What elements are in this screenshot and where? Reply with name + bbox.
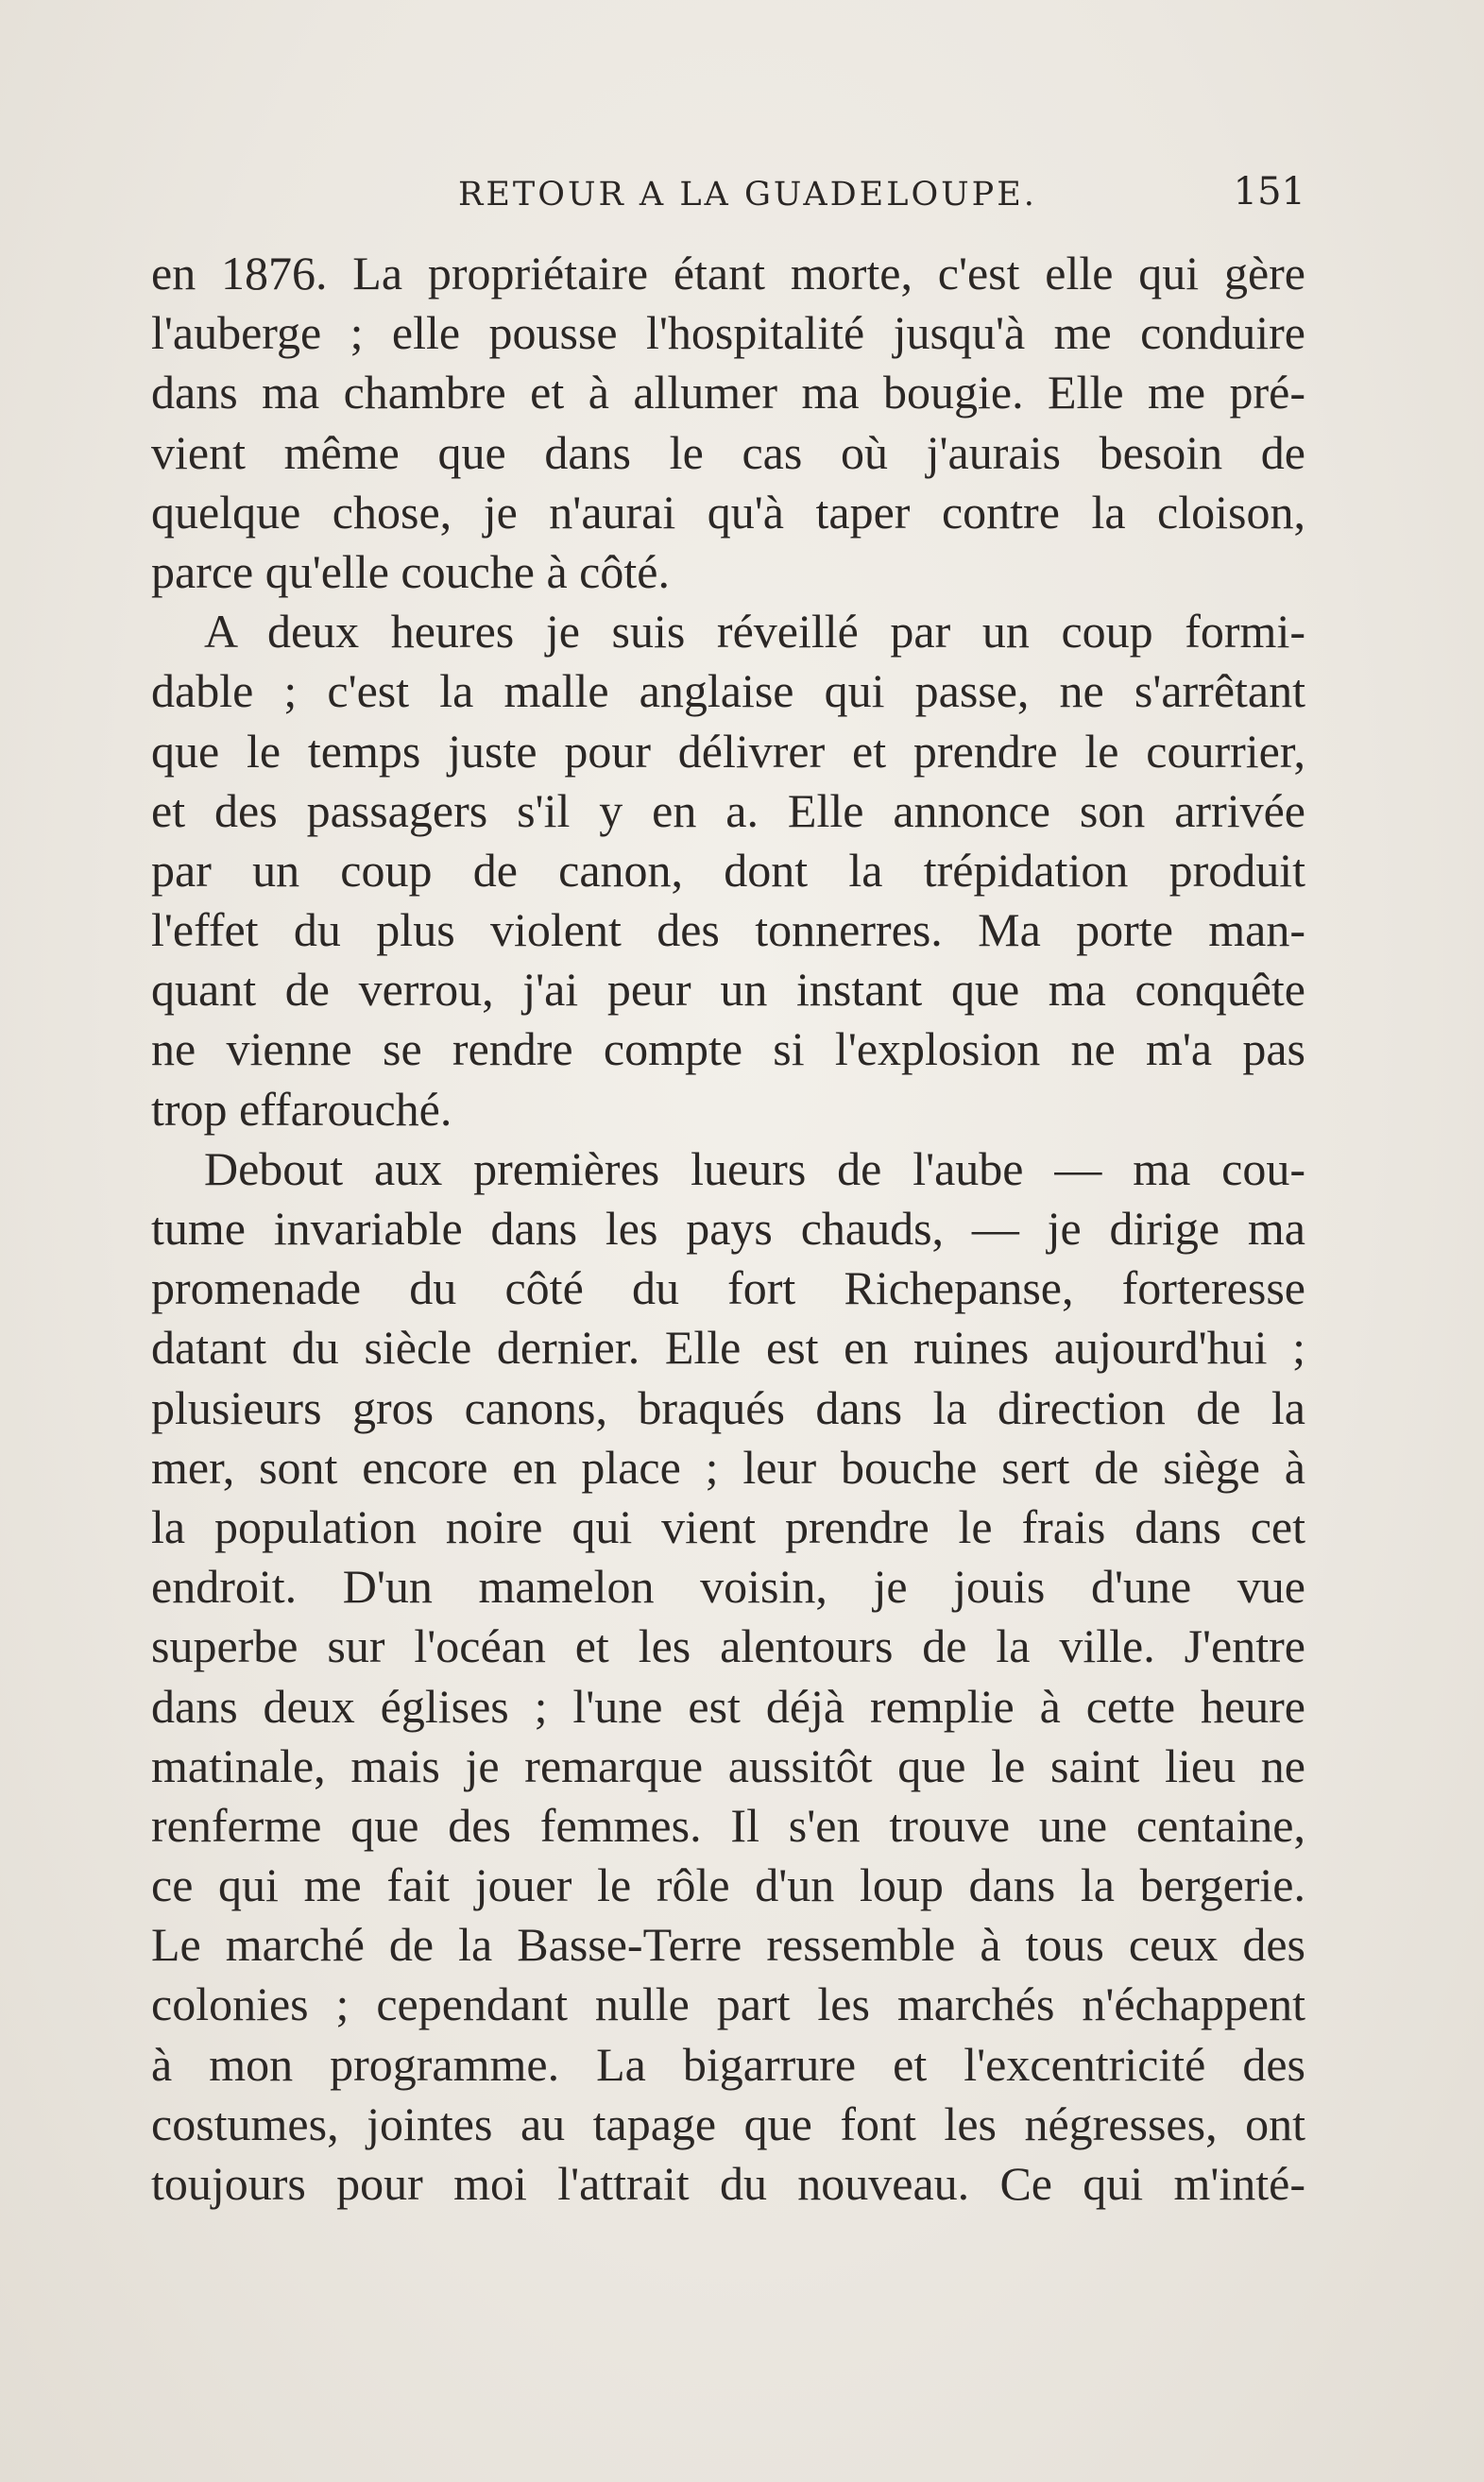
text-line: A deux heures je suis réveillé par un coup formi- <box>204 605 1305 659</box>
text-line: Debout aux premières lueurs de l'aube — ma cou- <box>204 1141 1305 1195</box>
text-line: trop effarouché. <box>151 1082 452 1136</box>
text-line: dans ma chambre et à allumer ma bougie. Elle me pré- <box>151 366 1305 419</box>
text-line: en 1876. La propriétaire étant morte, c'est elle qui gère <box>151 247 1305 300</box>
text-line: matinale, mais je remarque aussitôt que le saint lieu ne <box>151 1738 1305 1792</box>
text-line: ce qui me fait jouer le rôle d'un loup dans la bergerie. <box>151 1858 1305 1912</box>
text-line: que le temps juste pour délivrer et prendre le courrier, <box>151 724 1305 778</box>
page-number: 151 <box>1233 170 1305 214</box>
text-line: mer, sont encore en place ; leur bouche sert de siège à <box>151 1440 1305 1494</box>
text-line: à mon programme. La bigarrure et l'excentricité des <box>151 2037 1305 2091</box>
text-line: renferme que des femmes. Il s'en trouve une centaine, <box>151 1798 1305 1852</box>
running-title: RETOUR A LA GUADELOUPE. <box>458 176 1037 214</box>
text-line: et des passagers s'il y en a. Elle annonce son arrivée <box>151 783 1305 837</box>
text-line: datant du siècle dernier. Elle est en ruines aujourd'hui ; <box>151 1321 1305 1375</box>
text-line: l'effet du plus violent des tonnerres. Ma porte man- <box>151 903 1305 957</box>
text-line: ne vienne se rendre compte si l'explosion ne m'a pas <box>151 1022 1305 1076</box>
text-line: tume invariable dans les pays chauds, — je dirige ma <box>151 1202 1305 1255</box>
text-line: Le marché de la Basse-Terre ressemble à tous ceux des <box>151 1918 1305 1972</box>
text-line: dable ; c'est la malle anglaise qui passe, ne s'arrêtant <box>151 664 1305 718</box>
paragraph-2 <box>151 602 1305 1139</box>
text-line: colonies ; cependant nulle part les marchés n'échappent <box>151 1977 1305 2031</box>
body-text <box>151 244 1305 2214</box>
text-line: par un coup de canon, dont la trépidation produit <box>151 843 1305 897</box>
text-line: endroit. D'un mamelon voisin, je jouis d'une vue <box>151 1560 1305 1614</box>
text-line: l'auberge ; elle pousse l'hospitalité jusqu'à me conduire <box>151 306 1305 360</box>
text-line: promenade du côté du fort Richepanse, forteresse <box>151 1261 1305 1315</box>
text-line: toujours pour moi l'attrait du nouveau. Ce qui m'inté- <box>151 2157 1305 2210</box>
paragraph-3 <box>151 1139 1305 2214</box>
text-line: quant de verrou, j'ai peur un instant que ma conquête <box>151 963 1305 1017</box>
paragraph-1 <box>151 244 1305 602</box>
page-header <box>151 168 1305 225</box>
text-line: costumes, jointes au tapage que font les négresses, ont <box>151 2097 1305 2150</box>
text-line: la population noire qui vient prendre le frais dans cet <box>151 1499 1305 1553</box>
text-line: dans deux églises ; l'une est déjà remplie à cette heure <box>151 1679 1305 1733</box>
text-line: plusieurs gros canons, braqués dans la direction de la <box>151 1380 1305 1434</box>
text-line: quelque chose, je n'aurai qu'à taper contre la cloison, <box>151 485 1305 539</box>
text-line: vient même que dans le cas où j'aurais besoin de <box>151 425 1305 479</box>
text-line: superbe sur l'océan et les alentours de la ville. J'entre <box>151 1619 1305 1673</box>
text-line: parce qu'elle couche à côté. <box>151 544 670 598</box>
